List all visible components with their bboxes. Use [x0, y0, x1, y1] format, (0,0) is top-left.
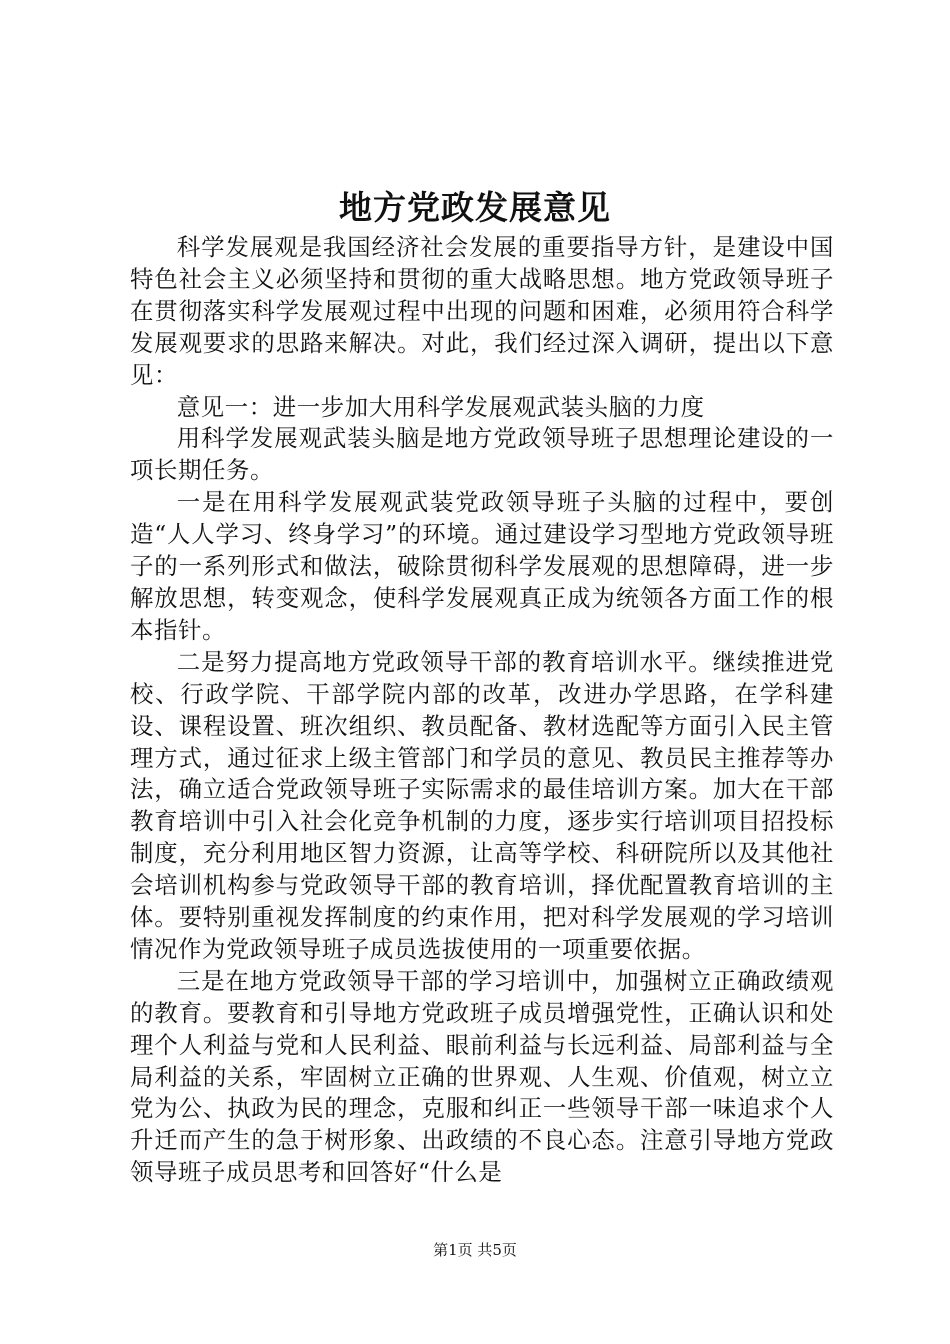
document-body [130, 232, 834, 1189]
paragraph-intro: 科学发展观是我国经济社会发展的重要指导方针，是建设中国特色社会主义必须坚持和贯彻的重大战略思想。地方党政领导班子在贯彻落实科学发展观过程中出现的问题和困难，必须用符合科学发展观要求的思路来解决。对此，我们经过深入调研，提出以下意见： [130, 233, 834, 389]
paragraph-point-two: 二是努力提高地方党政领导干部的教育培训水平。继续推进党校、行政学院、干部学院内部的改革，改进办学思路，在学科建设、课程设置、班次组织、教员配备、教材选配等方面引入民主管理方式，通过征求上级主管部门和学员的意见、教员民主推荐等办法，确立适合党政领导班子实际需求的最佳培训方案。加大在干部教育培训中引入社会化竞争机制的力度，逐步实行培训项目招投标制度，充分利用地区智力资源，让高等学校、科研院所以及其他社会培训机构参与党政领导干部的教育培训，择优配置教育培训的主体。要特别重视发挥制度的约束作用，把对科学发展观的学习培训情况作为党政领导班子成员选拔使用的一项重要依据。 [130, 647, 834, 963]
paragraph-opinion-summary: 用科学发展观武装头脑是地方党政领导班子思想理论建设的一项长期任务。 [130, 424, 834, 485]
page-number: 第1页 共5页 [433, 1241, 517, 1259]
paragraph-point-three: 三是在地方党政领导干部的学习培训中，加强树立正确政绩观的教育。要教育和引导地方党政班子成员增强党性，正确认识和处理个人利益与党和人民利益、眼前利益与长远利益、局部利益与全局利益的关系，牢固树立正确的世界观、人生观、价值观，树立立党为公、执政为民的理念，克服和纠正一些领导干部一味追求个人升迁而产生的急于树形象、出政绩的不良心态。注意引导地方党政领导班子成员思考和回答好“什么是 [130, 966, 834, 1187]
paragraph-opinion-heading: 意见一：进一步加大用科学发展观武装头脑的力度 [176, 392, 705, 421]
document-title: 地方党政发展意见 [339, 188, 611, 227]
paragraph-point-one: 一是在用科学发展观武装党政领导班子头脑的过程中，要创造“人人学习、终身学习”的环境。通过建设学习型地方党政领导班子的一系列形式和做法，破除贯彻科学发展观的思想障碍，进一步解放思想，转变观念，使科学发展观真正成为统领各方面工作的根本指针。 [130, 488, 834, 644]
